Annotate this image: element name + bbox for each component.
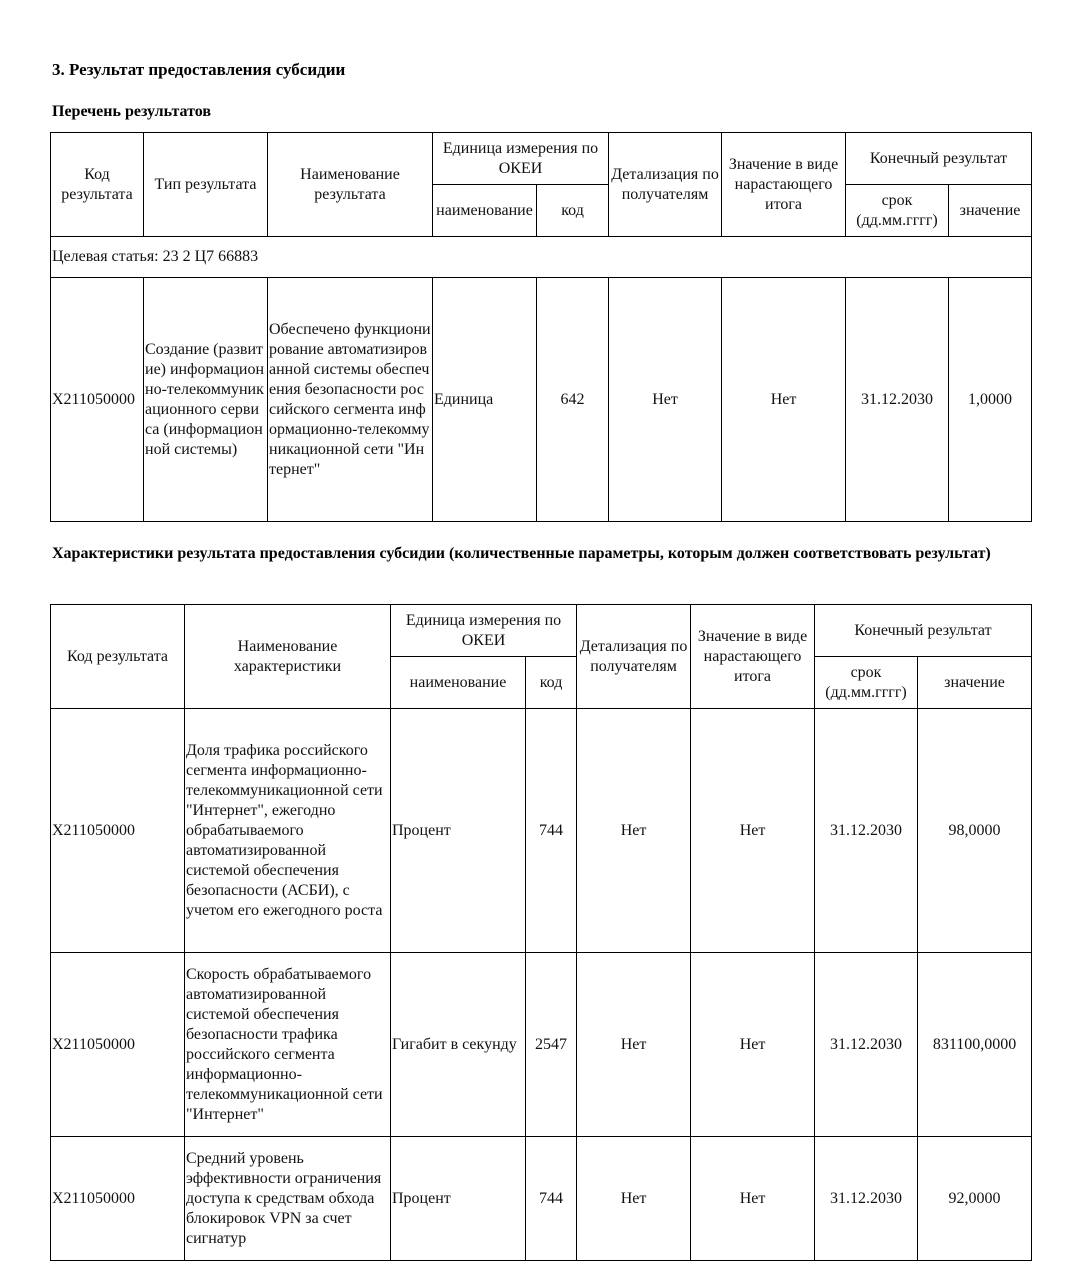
header-final-date: срок (дд.мм.гггг)	[815, 657, 918, 709]
header-unit-name: наименование	[433, 185, 537, 237]
final-date: 31.12.2030	[846, 278, 949, 522]
result-name: Обеспечено функционирование автоматизированной системы обеспечения безопасности российского сегмента информационно-телекоммуникационной сети "Интернет"	[268, 278, 433, 522]
header-code: Код результата	[51, 605, 185, 709]
unit-name: Процент	[391, 709, 526, 953]
final-value: 1,0000	[949, 278, 1032, 522]
characteristic-name: Скорость обрабатываемого автоматизированной системой обеспечения безопасности трафика российского сегмента информационно-телекоммуникационной сети "Интернет"	[185, 953, 391, 1137]
characteristic-name: Доля трафика российского сегмента информационно-телекоммуникационной сети "Интернет", ежегодно обрабатываемого автоматизированной системой обеспечения безопасности (АСБИ), с учетом его ежегодного роста	[185, 709, 391, 953]
header-name: Наименование характеристики	[185, 605, 391, 709]
table-row	[51, 1137, 1032, 1261]
characteristics-table	[50, 604, 1032, 1261]
detail-value: Нет	[577, 953, 691, 1137]
final-value: 92,0000	[918, 1137, 1032, 1261]
result-type: Создание (развитие) информационно-телекоммуникационного сервиса (информационной системы)	[144, 278, 268, 522]
header-unit-name: наименование	[391, 657, 526, 709]
unit-code: 642	[537, 278, 609, 522]
header-code: Код результата	[51, 133, 144, 237]
final-value: 831100,0000	[918, 953, 1032, 1137]
target-article: Целевая статья: 23 2 Ц7 66883	[51, 237, 1032, 278]
header-name: Наименование результата	[268, 133, 433, 237]
header-final-date: срок (дд.мм.гггг)	[846, 185, 949, 237]
unit-name: Процент	[391, 1137, 526, 1261]
header-final-value: значение	[918, 657, 1032, 709]
header-final-group: Конечный результат	[846, 133, 1032, 185]
results-list-title: Перечень результатов	[52, 103, 212, 120]
header-final-group: Конечный результат	[815, 605, 1032, 657]
final-date: 31.12.2030	[815, 1137, 918, 1261]
characteristic-code: X211050000	[51, 953, 185, 1137]
cumulative-value: Нет	[691, 953, 815, 1137]
unit-name: Гигабит в секунду	[391, 953, 526, 1137]
unit-code: 2547	[526, 953, 577, 1137]
header-final-value: значение	[949, 185, 1032, 237]
final-date: 31.12.2030	[815, 709, 918, 953]
cumulative-value: Нет	[691, 709, 815, 953]
header-cumulative: Значение в виде нарастающего итога	[691, 605, 815, 709]
header-type: Тип результата	[144, 133, 268, 237]
unit-name: Единица	[433, 278, 537, 522]
detail-value: Нет	[577, 709, 691, 953]
table-row	[51, 278, 1032, 522]
detail-value: Нет	[577, 1137, 691, 1261]
header-unit-code: код	[537, 185, 609, 237]
detail-value: Нет	[609, 278, 722, 522]
final-date: 31.12.2030	[815, 953, 918, 1137]
section-title: 3. Результат предоставления субсидии	[52, 60, 346, 79]
characteristic-code: X211050000	[51, 709, 185, 953]
header-unit-group: Единица измерения по ОКЕИ	[391, 605, 577, 657]
results-table	[50, 132, 1032, 522]
characteristic-code: X211050000	[51, 1137, 185, 1261]
final-value: 98,0000	[918, 709, 1032, 953]
unit-code: 744	[526, 709, 577, 953]
table-row	[51, 953, 1032, 1137]
cumulative-value: Нет	[722, 278, 846, 522]
cumulative-value: Нет	[691, 1137, 815, 1261]
characteristics-title: Характеристики результата предоставления субсидии (количественные параметры, которым должен соответствовать результат)	[52, 545, 991, 562]
result-code: X211050000	[51, 278, 144, 522]
header-detail: Детализация по получателям	[577, 605, 691, 709]
unit-code: 744	[526, 1137, 577, 1261]
header-unit-code: код	[526, 657, 577, 709]
header-unit-group: Единица измерения по ОКЕИ	[433, 133, 609, 185]
characteristic-name: Средний уровень эффективности ограничения доступа к средствам обхода блокировок VPN за счет сигнатур	[185, 1137, 391, 1261]
header-cumulative: Значение в виде нарастающего итога	[722, 133, 846, 237]
table-row	[51, 709, 1032, 953]
header-detail: Детализация по получателям	[609, 133, 722, 237]
